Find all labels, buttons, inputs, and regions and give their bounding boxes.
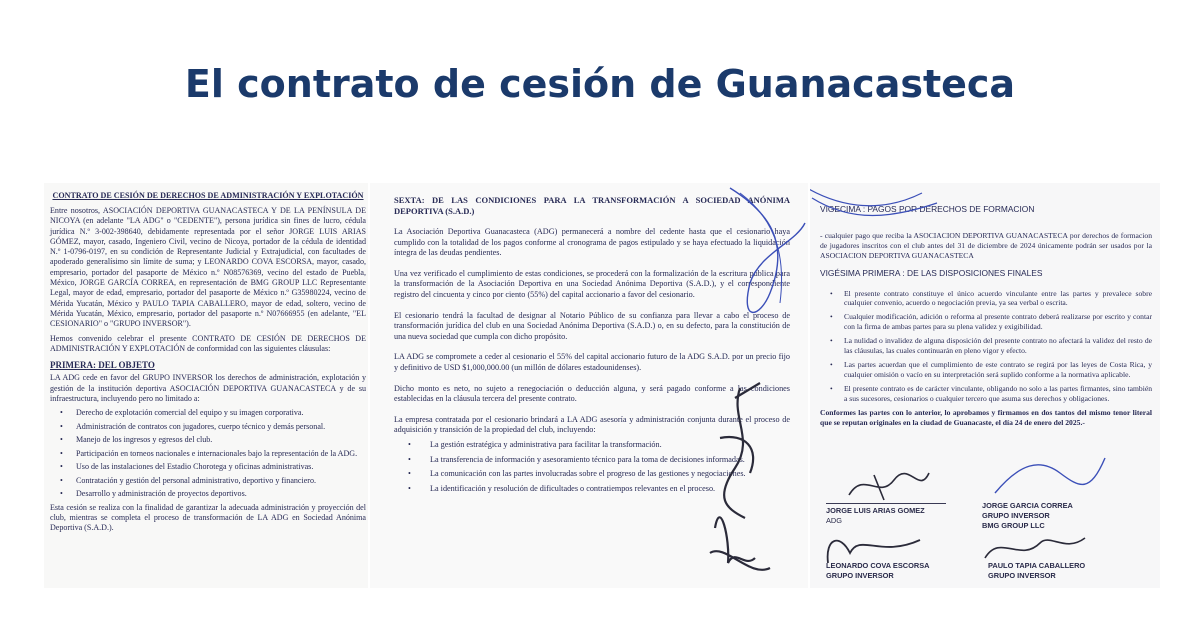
final-provisions-list xyxy=(830,289,1152,404)
list-item: • La comunicación con las partes involucradas sobre el progreso de las gestiones y negociaciones. xyxy=(408,469,790,480)
signatory-role: ADG xyxy=(826,516,843,525)
list-item: • El presente contrato es de carácter vinculante, obligando no solo a las partes firmantes, sino también a sus sucesores, cesionarios o cualquier tercero que asuma sus derechos y obligaciones. xyxy=(830,384,1152,404)
signatory-name: LEONARDO COVA ESCORSA xyxy=(826,561,930,570)
contract-title: CONTRATO DE CESIÓN DE DERECHOS DE ADMINISTRACIÓN Y EXPLOTACIÓN xyxy=(52,191,364,200)
list-item: • Manejo de los ingresos y egresos del club. xyxy=(60,435,366,445)
signature-block-tapia xyxy=(988,561,1085,581)
article-headline: El contrato de cesión de Guanacasteca xyxy=(184,62,1016,106)
section-primera-heading: PRIMERA: DEL OBJETO xyxy=(50,360,155,371)
list-item: • La transferencia de información y asesoramiento técnico para la toma de decisiones informadas. xyxy=(408,455,790,466)
signature-block-cova xyxy=(826,561,929,581)
paragraph: LA ADG se compromete a ceder al cesionario el 55% del capital accionario futuro de la ADG S.A.D. por un precio fijo y definitivo de USD $1,000,000.00 (un millón de dólares estadounidenses). xyxy=(394,352,790,372)
agreement-paragraph: Hemos convenido celebrar el presente CONTRATO DE CESIÓN DE DERECHOS DE ADMINISTRACIÓN Y EXPLOTACIÓN de conformidad con las siguientes cláusulas: xyxy=(50,333,366,353)
section-vigecima-heading: VIGECIMA : PAGOS POR DERECHOS DE FORMACION xyxy=(820,204,1035,214)
paragraph: Dicho monto es neto, no sujeto a renegociación o deducción alguna, y será pagado conforme a las condiciones establecidas en la cláusula tercera del presente contrato. xyxy=(394,383,790,404)
signatory-name: JORGE LUIS ARIAS GOMEZ xyxy=(826,506,925,515)
list-item: • El presente contrato constituye el único acuerdo vinculante entre las partes y prevalece sobre cualquier convenio, acuerdo o negociación previa, ya sea verbal o escrita. xyxy=(830,289,1152,309)
list-item: • Desarrollo y administración de proyectos deportivos. xyxy=(60,489,366,499)
list-item: • La nulidad o invalidez de alguna disposición del presente contrato no afectará la validez del resto de las cláusulas, las cuales continuarán en pleno vigor y efecto. xyxy=(830,336,1152,356)
signatory-name: JORGE GARCIA CORREA xyxy=(982,501,1073,510)
signatory-role: GRUPO INVERSOR xyxy=(988,571,1056,580)
list-item: • Las partes acuerdan que el cumplimiento de este contrato se regirá por las leyes de Costa Rica, y cualquier omisión o vacío en su interpretación será suplido conforme a la normativa aplicable. xyxy=(830,360,1152,380)
signature-block-garcia xyxy=(982,501,1073,531)
signature-arias-icon xyxy=(844,465,934,505)
paragraph: El cesionario tendrá la facultad de designar al Notario Público de su confianza para llevar a cabo el proceso de transformación jurídica del club en una Sociedad Anónima Deportiva (S.A.D.) o, en su defecto, para la constitución de una nueva sociedad que cumpla con dicho propósito. xyxy=(394,310,790,341)
contract-page-1 xyxy=(44,183,368,588)
list-item: • Contratación y gestión del personal administrativo, deportivo y financiero. xyxy=(60,476,366,486)
closing-statement: Conformes las partes con lo anterior, lo aprobamos y firmamos en dos tantos del mismo tenor literal que se reputan originales en la ciudad de Guanacaste, el día 24 de enero del 2025.- xyxy=(820,407,1152,427)
signatory-name: PAULO TAPIA CABALLERO xyxy=(988,561,1086,570)
list-item: • Administración de contratos con jugadores, cuerpo técnico y demás personal. xyxy=(60,422,366,432)
signature-block-arias xyxy=(826,503,946,526)
object-list xyxy=(60,408,366,499)
contract-page-2 xyxy=(370,183,808,588)
signatory-role: GRUPO INVERSOR xyxy=(826,571,894,580)
section-sexta-heading: SEXTA: DE LAS CONDICIONES PARA LA TRANSFORMACIÓN A SOCIEDAD ANÓNIMA DEPORTIVA (S.A.D.) xyxy=(394,195,790,216)
payment-paragraph: - cualquier pago que reciba la ASOCIACION DEPORTIVA GUANACASTECA por derechos de formacion de jugadores inscritos con el club antes del 31 de diciembre de 2024 únicamente podrán ser usados por la ASOCIACION DEPORTIVA GUANACASTECA xyxy=(820,230,1152,260)
parties-paragraph: Entre nosotros, ASOCIACIÓN DEPORTIVA GUANACASTECA Y DE LA PENÍNSULA DE NICOYA (en adelante "LA ADG" o "CEDENTE"), persona jurídica sin fines de lucro, cédula jurídica N.º 3-002-398640, debidamente representada por el señor JORGE LUIS ARIAS GÓMEZ, mayor, casado, Ingeniero Civil, vecino de Nicoya, portador de la cédula de identidad N.º 1-0796-0197, en su condición de Representante Judicial y Extrajudicial, con facultades de apoderado generalísimo sin límite de suma; y LEONARDO COVA ESCORSA, mayor, casado, empresario, portador del pasaporte de México n.º N08576369, vecino del estado de Puebla, México, JORGE GARCÍA CORREA, en representación de BMG GROUP LLC Representante Legal, mayor de edad, empresario, portador del pasaporte de México n.º G35980224, vecino de Mérida Yucatán, México y PAULO TAPIA CABALLERO, mayor de edad, soltero, vecino de Mérida Yucatán, México, empresario, portador del pasaporte n.º N07666955 (en adelante, "EL CESIONARIO" o "GRUPO INVERSOR"). xyxy=(50,206,366,329)
section-vigesima-primera-heading: VIGÉSIMA PRIMERA : DE LAS DISPOSICIONES FINALES xyxy=(820,267,1043,278)
margin-signature-icon xyxy=(700,378,800,583)
signature-garcia-icon xyxy=(990,453,1110,498)
object-paragraph: LA ADG cede en favor del GRUPO INVERSOR los derechos de administración, explotación y gestión de la institución deportiva ASOCIACIÓN DEPORTIVA GUANACASTECA y de su infraestructura, incluyendo pero no limitado a: xyxy=(50,373,366,404)
blue-signature-icon xyxy=(810,183,942,243)
list-item: • Participación en torneos nacionales e internacionales bajo la representación de la ADG. xyxy=(60,449,366,459)
paragraph: La Asociación Deportiva Guanacasteca (ADG) permanecerá a nombre del cedente hasta que el cesionario haya cumplido con la totalidad de los pagos conforme al cronograma de pagos estipulado y se haya efectuado la liquidación íntegra de las deudas pendientes. xyxy=(394,227,790,258)
list-item: • Derecho de explotación comercial del equipo y su imagen corporativa. xyxy=(60,408,366,418)
signatory-role: GRUPO INVERSOR BMG GROUP LLC xyxy=(982,511,1050,530)
paragraph: La empresa contratada por el cesionario brindará a LA ADG asesoría y administración conjunta durante el proceso de adquisición y transición de la propiedad del club, incluyendo: xyxy=(394,414,790,435)
contract-page-3 xyxy=(810,183,1160,588)
list-item: • La gestión estratégica y administrativa para facilitar la transformación. xyxy=(408,440,790,451)
list-item: • La identificación y resolución de dificultades o contratiempos relevantes en el proceso. xyxy=(408,484,790,495)
paragraph: Una vez verificado el cumplimiento de estas condiciones, se procederá con la formalización de la escritura pública para la transformación de la Asociación Deportiva en una Sociedad Anónima Deportiva (S.A.D.), y el correspondiente registro del cincuenta y cinco por ciento (55%) del capital accionario a favor del cesionario. xyxy=(394,268,790,299)
closing-paragraph: Esta cesión se realiza con la finalidad de garantizar la adecuada administración y proyección del club, mientras se completa el proceso de transformación de LA ADG en Sociedad Anónima Deportiva (S.A.D.). xyxy=(50,502,366,533)
blue-signature-icon xyxy=(710,183,808,343)
page-1-text xyxy=(50,191,366,538)
list-item: • Uso de las instalaciones del Estadio Chorotega y oficinas administrativas. xyxy=(60,462,366,472)
list-item: • Cualquier modificación, adición o reforma al presente contrato deberá realizarse por escrito y contar con la firma de ambas partes para su plena validez y exigibilidad. xyxy=(830,312,1152,332)
